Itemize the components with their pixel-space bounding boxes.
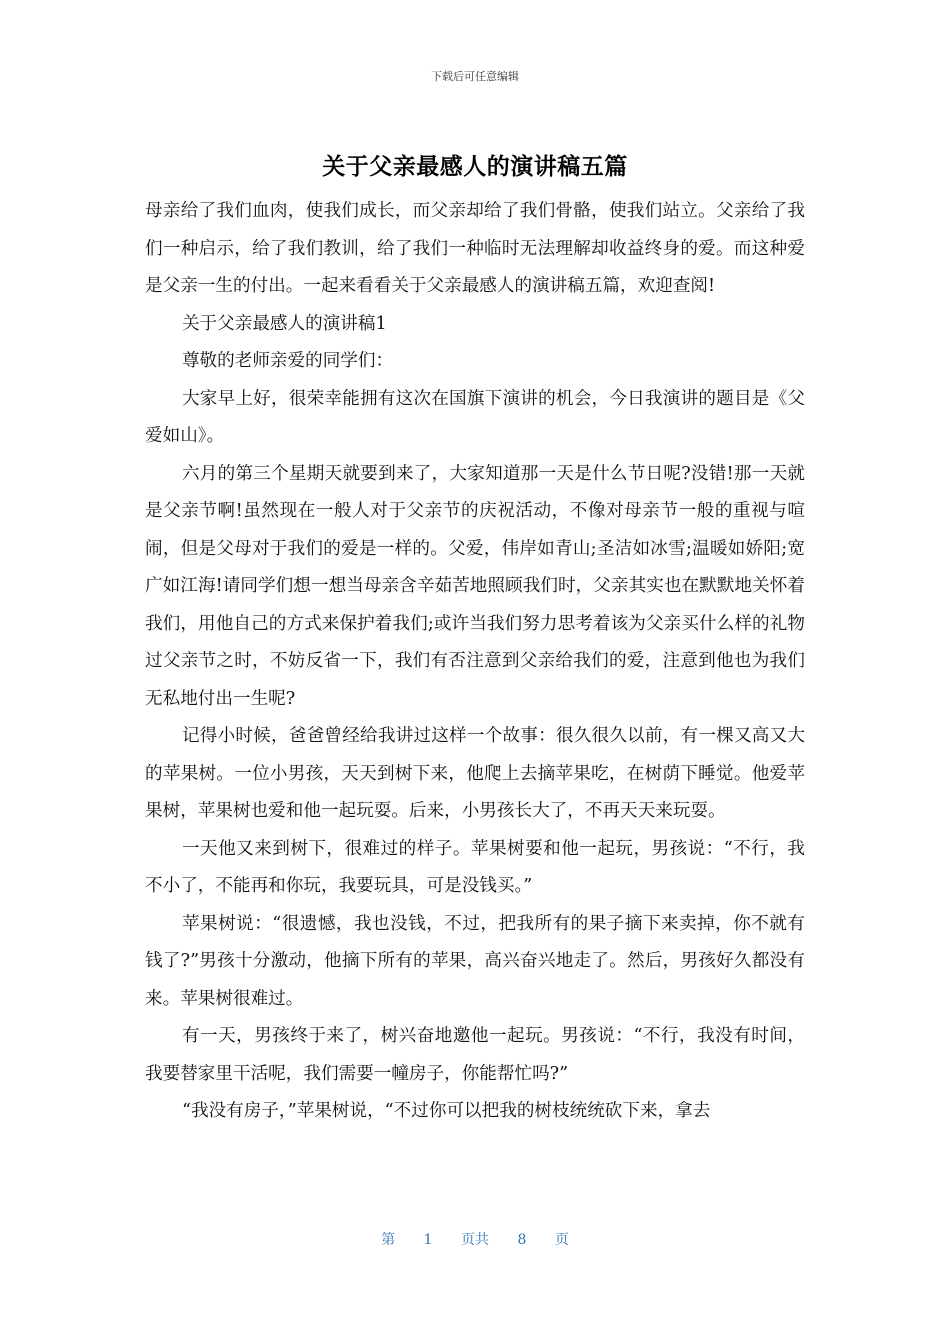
body-paragraph: 一天他又来到树下，很难过的样子。苹果树要和他一起玩，男孩说：“不行，我不小了，不能再和你玩，我要玩具，可是没钱买。” [145,838,805,896]
footer-label-after: 页 [554,1232,569,1248]
body-paragraph: 记得小时候，爸爸曾经给我讲过这样一个故事：很久很久以前，有一棵又高又大的苹果树。一位小男孩，天天到树下来，他爬上去摘苹果吃，在树荫下睡觉。他爱苹果树，苹果树也爱和他一起玩耍。后来，小男孩长大了，不再天天来玩耍。 [145,726,805,821]
footer-label-before: 第 [381,1232,396,1248]
body-paragraph: 苹果树说：“很遗憾，我也没钱，不过，把我所有的果子摘下来卖掉，你不就有钱了?”男孩十分激动，他摘下所有的苹果，高兴奋兴地走了。然后，男孩好久都没有来。苹果树很难过。 [145,913,805,1009]
intro-paragraph: 母亲给了我们血肉，使我们成长，而父亲却给了我们骨骼，使我们站立。父亲给了我们一种启示，给了我们教训，给了我们一种临时无法理解却收益终身的爱。而这种爱是父亲一生的付出。一起来看看关于父亲最感人的演讲稿五篇，欢迎查阅! [145,201,805,296]
current-page-number: 1 [423,1232,433,1248]
body-paragraph: 有一天，男孩终于来了，树兴奋地邀他一起玩。男孩说：“不行，我没有时间，我要替家里干活呢，我们需要一幢房子，你能帮忙吗?” [145,1026,805,1084]
document-body [145,193,805,1131]
footer-label-middle: 页共 [461,1232,489,1248]
header-note: 下载后可任意编辑 [431,70,519,83]
page-footer [0,1229,950,1249]
document-title: 关于父亲最感人的演讲稿五篇 [322,154,628,180]
body-paragraph: 大家早上好，很荣幸能拥有这次在国旗下演讲的机会，今日我演讲的题目是《父爱如山》。 [145,388,805,446]
body-paragraph: “我没有房子，”苹果树说，“不过你可以把我的树枝统统砍下来，拿去 [181,1101,711,1121]
body-paragraph: 六月的第三个星期天就要到来了，大家知道那一天是什么节日呢?没错!那一天就是父亲节啊!虽然现在一般人对于父亲节的庆祝活动，不像对母亲节一般的重视与喧闹，但是父母对于我们的爱是一样的。父爱，伟岸如青山;圣洁如冰雪;温暖如娇阳;宽广如江海!请同学们想一想当母亲含辛茹苦地照顾我们时，父亲其实也在默默地关怀着我们，用他自己的方式来保护着我们;或许当我们努力思考着该为父亲买什么样的礼物过父亲节之时，不妨反省一下，我们有否注意到父亲给我们的爱，注意到他也为我们无私地付出一生呢? [145,463,805,709]
total-page-count: 8 [517,1232,527,1248]
section-heading: 关于父亲最感人的演讲稿1 [181,313,387,334]
salutation: 尊敬的老师亲爱的同学们： [181,351,394,371]
